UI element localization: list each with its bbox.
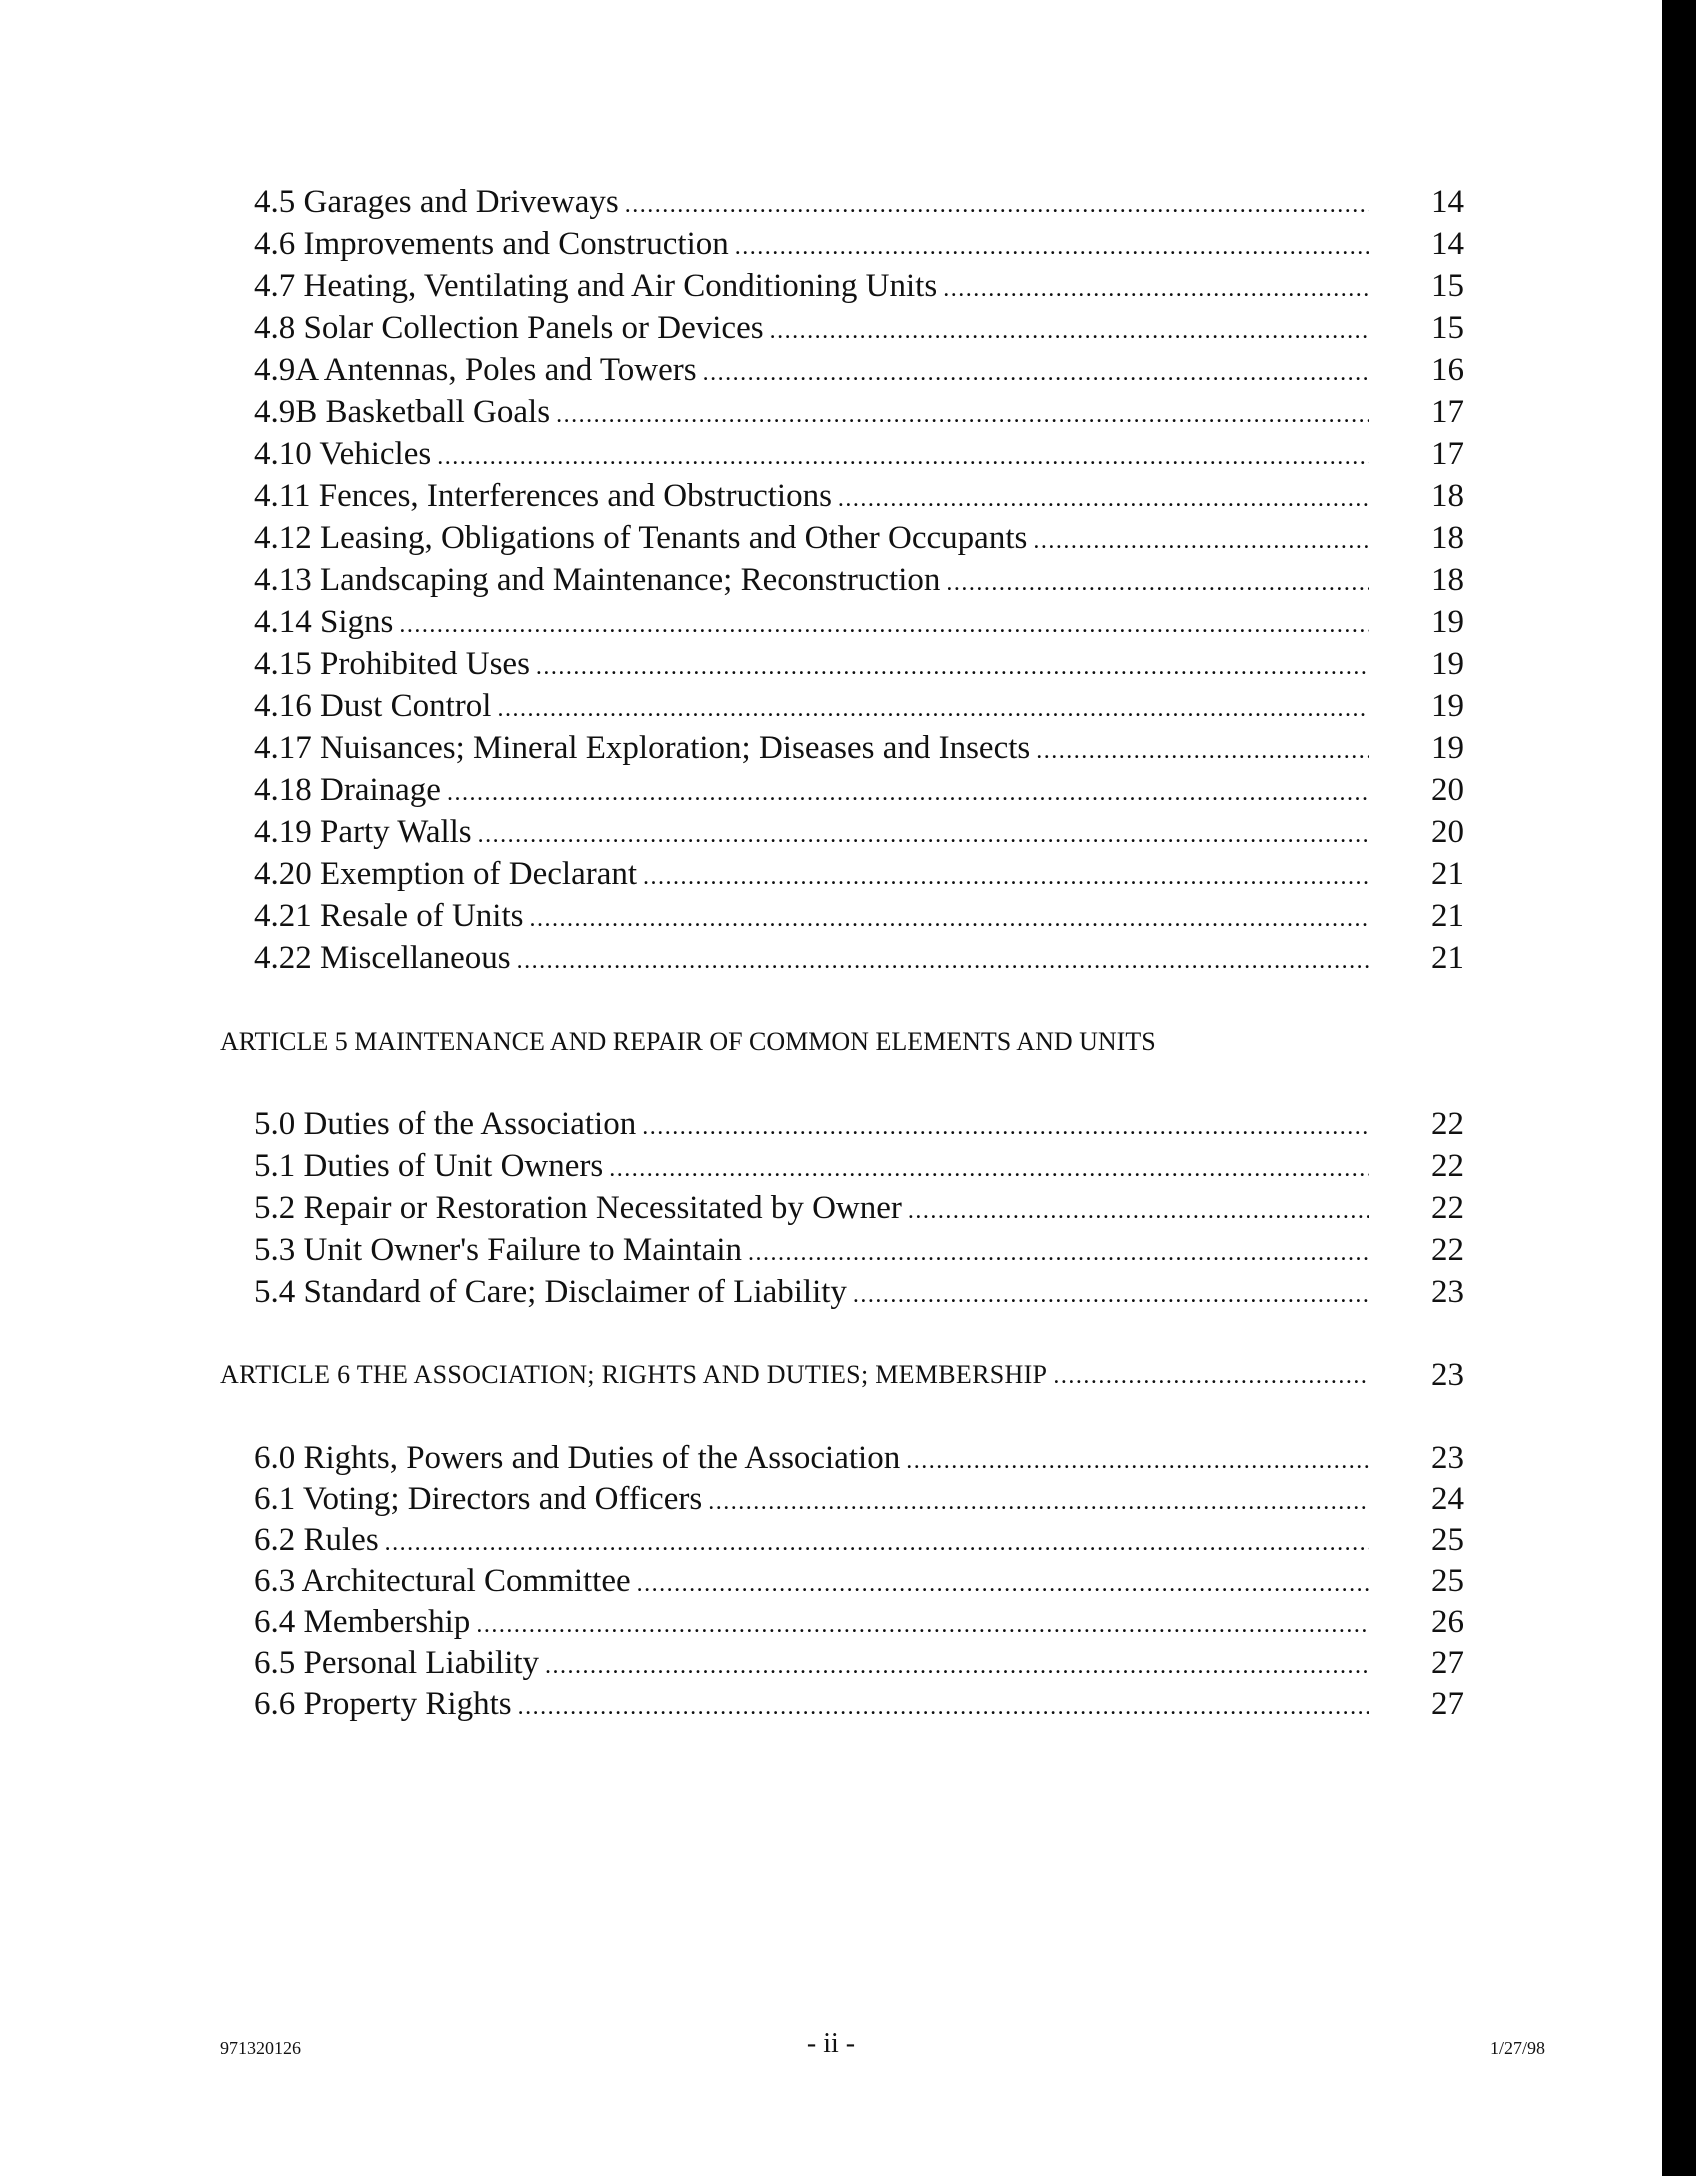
toc-entry (254, 1560, 1369, 1602)
toc-entry-title: 6.0 Rights, Powers and Duties of the Association (254, 1440, 901, 1476)
toc-leader-dots (946, 562, 1369, 604)
toc-leader-dots (1036, 730, 1369, 772)
toc-entry-page: 15 (1431, 310, 1464, 346)
toc-entry-page: 26 (1431, 1604, 1464, 1640)
article-6-heading-page: 23 (1431, 1357, 1464, 1393)
toc-entry (254, 1271, 1369, 1313)
toc-entry-page: 19 (1431, 730, 1464, 766)
toc-entry (254, 769, 1369, 811)
toc-entry-page: 22 (1431, 1232, 1464, 1268)
toc-entry-page: 21 (1431, 940, 1464, 976)
toc-entry-page: 16 (1431, 352, 1464, 388)
toc-entry (254, 1478, 1369, 1520)
toc-entry-title: 4.12 Leasing, Obligations of Tenants and Other Occupants (254, 520, 1028, 556)
toc-leader-dots (529, 898, 1369, 940)
toc-entry (254, 937, 1369, 979)
toc-entry-page: 17 (1431, 394, 1464, 430)
toc-leader-dots (1053, 1355, 1369, 1397)
toc-entry-title: 5.2 Repair or Restoration Necessitated by Owner (254, 1190, 902, 1226)
toc-entry (254, 1145, 1369, 1187)
toc-leader-dots (770, 310, 1369, 352)
toc-entry (254, 727, 1369, 769)
toc-entry-title: 4.16 Dust Control (254, 688, 492, 724)
toc-entry-title: 4.21 Resale of Units (254, 898, 524, 934)
toc-leader-dots (609, 1148, 1369, 1190)
toc-leader-dots (703, 352, 1369, 394)
article-5-heading: ARTICLE 5 MAINTENANCE AND REPAIR OF COMMON ELEMENTS AND UNITS (220, 1027, 1156, 1056)
toc-leader-dots (545, 1645, 1369, 1687)
toc-entry-title: 4.9A Antennas, Poles and Towers (254, 352, 697, 388)
toc-entry-title: 6.6 Property Rights (254, 1686, 512, 1722)
toc-entry-page: 20 (1431, 814, 1464, 850)
toc-entry (254, 1519, 1369, 1561)
toc-entry-page: 25 (1431, 1563, 1464, 1599)
toc-entry (254, 433, 1369, 475)
toc-entry-title: 6.1 Voting; Directors and Officers (254, 1481, 703, 1517)
toc-leader-dots (853, 1274, 1369, 1316)
toc-entry-title: 6.2 Rules (254, 1522, 379, 1558)
toc-entry-title: 4.19 Party Walls (254, 814, 472, 850)
toc-entry (254, 601, 1369, 643)
toc-leader-dots (517, 940, 1369, 982)
toc-entry-page: 14 (1431, 226, 1464, 262)
toc-entry-page: 19 (1431, 646, 1464, 682)
toc-entry (254, 517, 1369, 559)
toc-entry-title: 4.17 Nuisances; Mineral Exploration; Diseases and Insects (254, 730, 1031, 766)
toc-leader-dots (399, 604, 1369, 646)
toc-entry-title: 4.9B Basketball Goals (254, 394, 551, 430)
toc-leader-dots (476, 1604, 1369, 1646)
toc-entry-title: 4.22 Miscellaneous (254, 940, 511, 976)
toc-entry-title: 4.6 Improvements and Construction (254, 226, 729, 262)
toc-entry-page: 22 (1431, 1106, 1464, 1142)
toc-entry (254, 349, 1369, 391)
toc-leader-dots (643, 856, 1369, 898)
toc-entry-title: 4.15 Prohibited Uses (254, 646, 530, 682)
toc-entry-page: 14 (1431, 184, 1464, 220)
toc-leader-dots (1033, 520, 1369, 562)
toc-entry-page: 25 (1431, 1522, 1464, 1558)
toc-leader-dots (735, 226, 1369, 268)
toc-entry-page: 27 (1431, 1686, 1464, 1722)
toc-entry-title: 4.8 Solar Collection Panels or Devices (254, 310, 764, 346)
toc-leader-dots (708, 1481, 1369, 1523)
footer-doc-number: 971320126 (220, 2038, 301, 2058)
toc-entry-page: 24 (1431, 1481, 1464, 1517)
toc-entry-page: 21 (1431, 898, 1464, 934)
toc-entry-title: 4.14 Signs (254, 604, 394, 640)
toc-entry-page: 22 (1431, 1148, 1464, 1184)
toc-leader-dots (385, 1522, 1369, 1564)
toc-leader-dots (748, 1232, 1369, 1274)
toc-entry-page: 23 (1431, 1274, 1464, 1310)
toc-entry (254, 811, 1369, 853)
toc-leader-dots (625, 184, 1369, 226)
toc-entry-page: 18 (1431, 520, 1464, 556)
toc-leader-dots (437, 436, 1369, 478)
toc-entry-title: 4.20 Exemption of Declarant (254, 856, 638, 892)
toc-entry-page: 23 (1431, 1440, 1464, 1476)
toc-entry (254, 1187, 1369, 1229)
toc-entry-title: 4.10 Vehicles (254, 436, 432, 472)
toc-leader-dots (497, 688, 1369, 730)
toc-entry (254, 265, 1369, 307)
toc-entry (254, 1601, 1369, 1643)
toc-entry-title: 5.3 Unit Owner's Failure to Maintain (254, 1232, 743, 1268)
toc-entry (254, 391, 1369, 433)
toc-entry-title: 4.13 Landscaping and Maintenance; Reconstruction (254, 562, 941, 598)
toc-leader-dots (908, 1190, 1369, 1232)
toc-entry (254, 1642, 1369, 1684)
toc-entry-title: 4.7 Heating, Ventilating and Air Conditioning Units (254, 268, 938, 304)
toc-entry (254, 1437, 1369, 1479)
toc-entry-title: 6.3 Architectural Committee (254, 1563, 631, 1599)
toc-entry-page: 18 (1431, 478, 1464, 514)
toc-entry (254, 1683, 1369, 1725)
toc-leader-dots (518, 1686, 1369, 1728)
toc-entry-page: 15 (1431, 268, 1464, 304)
scan-border (1662, 0, 1696, 2176)
toc-entry (254, 643, 1369, 685)
toc-leader-dots (556, 394, 1369, 436)
toc-entry (254, 475, 1369, 517)
toc-entry-title: 6.4 Membership (254, 1604, 471, 1640)
toc-entry-title: 5.1 Duties of Unit Owners (254, 1148, 604, 1184)
footer-page-number: - ii - (806, 2028, 856, 2059)
toc-leader-dots (637, 1563, 1369, 1605)
toc-entry-title: 6.5 Personal Liability (254, 1645, 540, 1681)
toc-leader-dots (447, 772, 1369, 814)
toc-entry (254, 853, 1369, 895)
footer-date: 1/27/98 (1490, 2038, 1546, 2058)
toc-entry-title: 5.4 Standard of Care; Disclaimer of Liability (254, 1274, 847, 1310)
toc-entry-page: 18 (1431, 562, 1464, 598)
toc-entry-page: 27 (1431, 1645, 1464, 1681)
toc-entry-page: 21 (1431, 856, 1464, 892)
toc-entry-page: 19 (1431, 688, 1464, 724)
toc-entry-title: 4.11 Fences, Interferences and Obstructions (254, 478, 832, 514)
toc-entry (254, 223, 1369, 265)
toc-leader-dots (642, 1106, 1369, 1148)
toc-entry (254, 1229, 1369, 1271)
toc-entry-title: 4.18 Drainage (254, 772, 441, 808)
toc-entry (254, 181, 1369, 223)
article-6-heading-title: ARTICLE 6 THE ASSOCIATION; RIGHTS AND DUTIES; MEMBERSHIP (220, 1360, 1048, 1389)
article-6-heading (220, 1354, 1369, 1396)
toc-entry-title: 5.0 Duties of the Association (254, 1106, 637, 1142)
toc-entry (254, 895, 1369, 937)
toc-leader-dots (838, 478, 1369, 520)
toc-entry-page: 20 (1431, 772, 1464, 808)
toc-entry (254, 685, 1369, 727)
toc-entry (254, 1103, 1369, 1145)
toc-leader-dots (536, 646, 1369, 688)
toc-entry-page: 22 (1431, 1190, 1464, 1226)
toc-entry-page: 19 (1431, 604, 1464, 640)
toc-leader-dots (943, 268, 1369, 310)
toc-entry (254, 307, 1369, 349)
toc-entry (254, 559, 1369, 601)
toc-entry-title: 4.5 Garages and Driveways (254, 184, 619, 220)
toc-entry-page: 17 (1431, 436, 1464, 472)
toc-leader-dots (478, 814, 1369, 856)
toc-leader-dots (906, 1440, 1369, 1482)
